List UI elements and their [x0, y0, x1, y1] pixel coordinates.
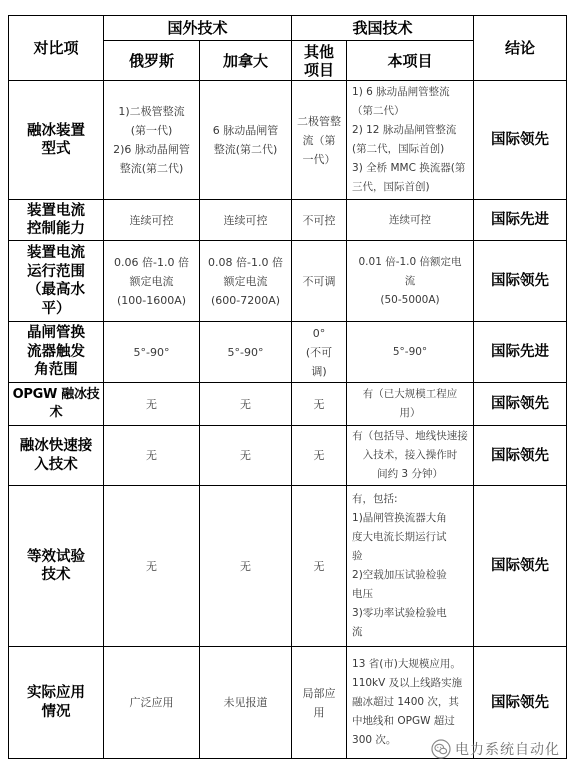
cell-other-projects: 0° (不可 调)	[292, 322, 347, 383]
cell-this-project: 0.01 倍-1.0 倍额定电 流 (50-5000A)	[347, 241, 474, 322]
cell-canada: 5°-90°	[200, 322, 292, 383]
cell-other-projects: 无	[292, 486, 347, 647]
header-russia: 俄罗斯	[104, 41, 200, 81]
cell-canada: 未见报道	[200, 647, 292, 759]
cell-this-project: 13 省(市)大规模应用。 110kV 及以上线路实施 融冰超过 1400 次，其 中地线和 OPGW 超过 300 次。	[347, 647, 474, 759]
header-conclusion: 结论	[474, 16, 567, 81]
cell-canada: 0.08 倍-1.0 倍 额定电流 (600-7200A)	[200, 241, 292, 322]
cell-other-projects: 无	[292, 426, 347, 486]
row-label: 融冰快速接 入技术	[9, 426, 104, 486]
cell-conclusion: 国际先进	[474, 200, 567, 241]
cell-this-project: 有，包括: 1)晶闸管换流器大角 度大电流长期运行试 验 2)空载加压试验检验 电压 3)零功率试验检验电 流	[347, 486, 474, 647]
cell-this-project: 有（已大规模工程应 用）	[347, 383, 474, 426]
cell-this-project: 有（包括导、地线快速接 入技术，接入操作时 间约 3 分钟）	[347, 426, 474, 486]
table-row-firing-angle	[9, 322, 567, 383]
row-label: 装置电流 运行范围 （最高水 平）	[9, 241, 104, 322]
cell-other-projects: 无	[292, 383, 347, 426]
header-comparison-item: 对比项	[9, 16, 104, 81]
cell-canada: 无	[200, 486, 292, 647]
cell-conclusion: 国际领先	[474, 241, 567, 322]
watermark-text: 电力系统自动化	[455, 742, 560, 758]
row-label: 装置电流 控制能力	[9, 200, 104, 241]
row-label: 等效试验 技术	[9, 486, 104, 647]
watermark	[431, 739, 560, 759]
cell-this-project: 连续可控	[347, 200, 474, 241]
cell-other-projects: 局部应 用	[292, 647, 347, 759]
cell-russia: 广泛应用	[104, 647, 200, 759]
header-row-top	[9, 16, 567, 41]
cell-russia: 连续可控	[104, 200, 200, 241]
table-row-device-type	[9, 81, 567, 200]
cell-conclusion: 国际领先	[474, 647, 567, 759]
header-other-projects: 其他 项目	[292, 41, 347, 81]
row-label: 实际应用 情况	[9, 647, 104, 759]
table-row-current-range	[9, 241, 567, 322]
cell-other-projects: 不可调	[292, 241, 347, 322]
cell-russia: 5°-90°	[104, 322, 200, 383]
header-foreign-technology: 国外技术	[104, 16, 292, 41]
cell-russia: 1)二极管整流 (第一代) 2)6 脉动晶闸管 整流(第二代)	[104, 81, 200, 200]
cell-this-project: 5°-90°	[347, 322, 474, 383]
cell-conclusion: 国际领先	[474, 426, 567, 486]
cell-this-project: 1) 6 脉动晶闸管整流 （第二代） 2) 12 脉动晶闸管整流 (第二代，国际首创) 3) 全桥 MMC 换流器(第 三代，国际首创)	[347, 81, 474, 200]
cell-conclusion: 国际领先	[474, 81, 567, 200]
comparison-table	[8, 15, 567, 759]
table-row-fast-access	[9, 426, 567, 486]
cell-conclusion: 国际先进	[474, 322, 567, 383]
header-domestic-technology: 我国技术	[292, 16, 474, 41]
cell-russia: 无	[104, 426, 200, 486]
wechat-icon	[431, 739, 451, 759]
cell-russia: 0.06 倍-1.0 倍 额定电流 (100-1600A)	[104, 241, 200, 322]
cell-canada: 无	[200, 426, 292, 486]
cell-canada: 连续可控	[200, 200, 292, 241]
header-this-project: 本项目	[347, 41, 474, 81]
cell-canada: 无	[200, 383, 292, 426]
row-label: 融冰装置 型式	[9, 81, 104, 200]
cell-russia: 无	[104, 383, 200, 426]
table-row-equivalent-test	[9, 486, 567, 647]
cell-other-projects: 不可控	[292, 200, 347, 241]
cell-other-projects: 二极管整 流（第 一代）	[292, 81, 347, 200]
header-canada: 加拿大	[200, 41, 292, 81]
row-label: 晶闸管换 流器触发 角范围	[9, 322, 104, 383]
cell-canada: 6 脉动晶闸管 整流(第二代)	[200, 81, 292, 200]
cell-russia: 无	[104, 486, 200, 647]
row-label: OPGW 融冰技 术	[9, 383, 104, 426]
table-row-current-control	[9, 200, 567, 241]
cell-conclusion: 国际领先	[474, 486, 567, 647]
table-row-opgw	[9, 383, 567, 426]
cell-conclusion: 国际领先	[474, 383, 567, 426]
